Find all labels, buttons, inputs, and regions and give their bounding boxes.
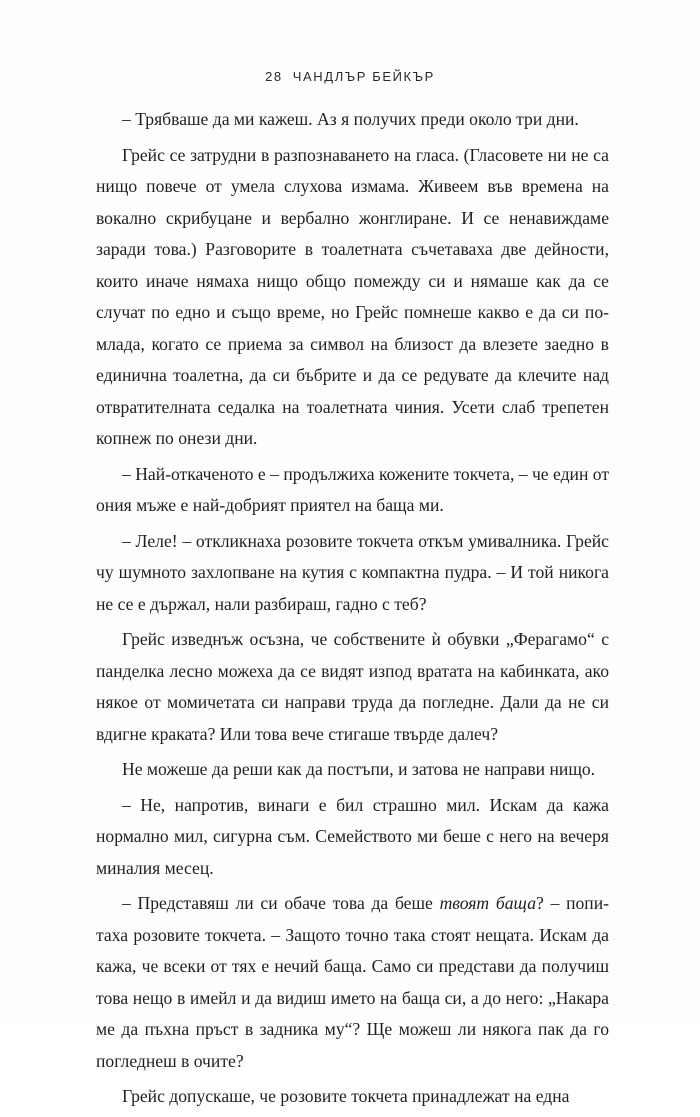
text-segment: ? – попитаха розовите токчета. – Защото точно така стоят нещата. Искам да кажа, че всеки от тях е нечий баща. Само си представи да получиш това нещо в имейл и да видиш името на баща си, а до него: „Накара ме да пъхна пръст в задника му“? Ще можеш ли някога пак да го погледнеш в очите? bbox=[96, 893, 609, 1071]
paragraph: Грейс допускаше, че розовите токчета принадлежат на една bbox=[122, 1086, 570, 1106]
body-text bbox=[96, 104, 609, 1117]
paragraph-with-italic bbox=[96, 888, 609, 1077]
italic-phrase: твоят баща bbox=[439, 893, 537, 913]
paragraph: – Най-откаченото е – продължиха кожените токчета, – че един от ония мъже е най-добрият приятел на баща ми. bbox=[96, 463, 610, 515]
paragraph: Не можеше да реши как да постъпи, и затова не направи нищо. bbox=[122, 759, 596, 779]
paragraph: – Не, напротив, винаги е бил страшно мил. Искам да кажа нормално мил, сигурна съм. Семейството ми беше с него на вечеря миналия месец. bbox=[96, 794, 609, 878]
running-header bbox=[0, 69, 700, 84]
paragraph: Грейс изведнъж осъзна, че собствените ѝ обувки „Ферагамо“ с панделка лесно можеха да се видят изпод вратата на кабинката, ако някое от момичетата си направи труда да погледне. Дали да не си вдигне краката? Или това вече стигаше твърде далеч? bbox=[96, 629, 609, 744]
text-segment: – Представяш ли си обаче това да беше bbox=[122, 893, 440, 913]
paragraph: – Трябваше да ми кажеш. Аз я получих преди около три дни. bbox=[122, 109, 579, 129]
paragraph: – Леле! – откликнаха розовите токчета откъм умивалника. Грейс чу шумното захлопване на кутия с компактна пудра. – И той никога не се е държал, нали разбираш, гадно с теб? bbox=[96, 530, 609, 614]
paragraph: Грейс се затрудни в разпознаването на гласа. (Гласовете ни не са нищо повече от умела слухова измама. Живеем във времена на вокално скрибуцане и вербално жонглиране. И се ненавиждаме заради това.) Разговорите в тоалетната съчетаваха две дейности, които иначе нямаха нищо общо помежду си и нямаше как да се случат по едно и също време, но Грейс помнеше какво е да си по-млада, когато се приема за символ на близост да влезете заедно в единична тоалетна, да си бъбрите и да се редувате да клечите над отвратителната седалка на тоалетната чиния. Усети слаб трепетен копнеж по онези дни. bbox=[96, 144, 609, 448]
page-number: 28 bbox=[265, 69, 283, 84]
author-name: ЧАНДЛЪР БЕЙКЪР bbox=[292, 69, 435, 84]
